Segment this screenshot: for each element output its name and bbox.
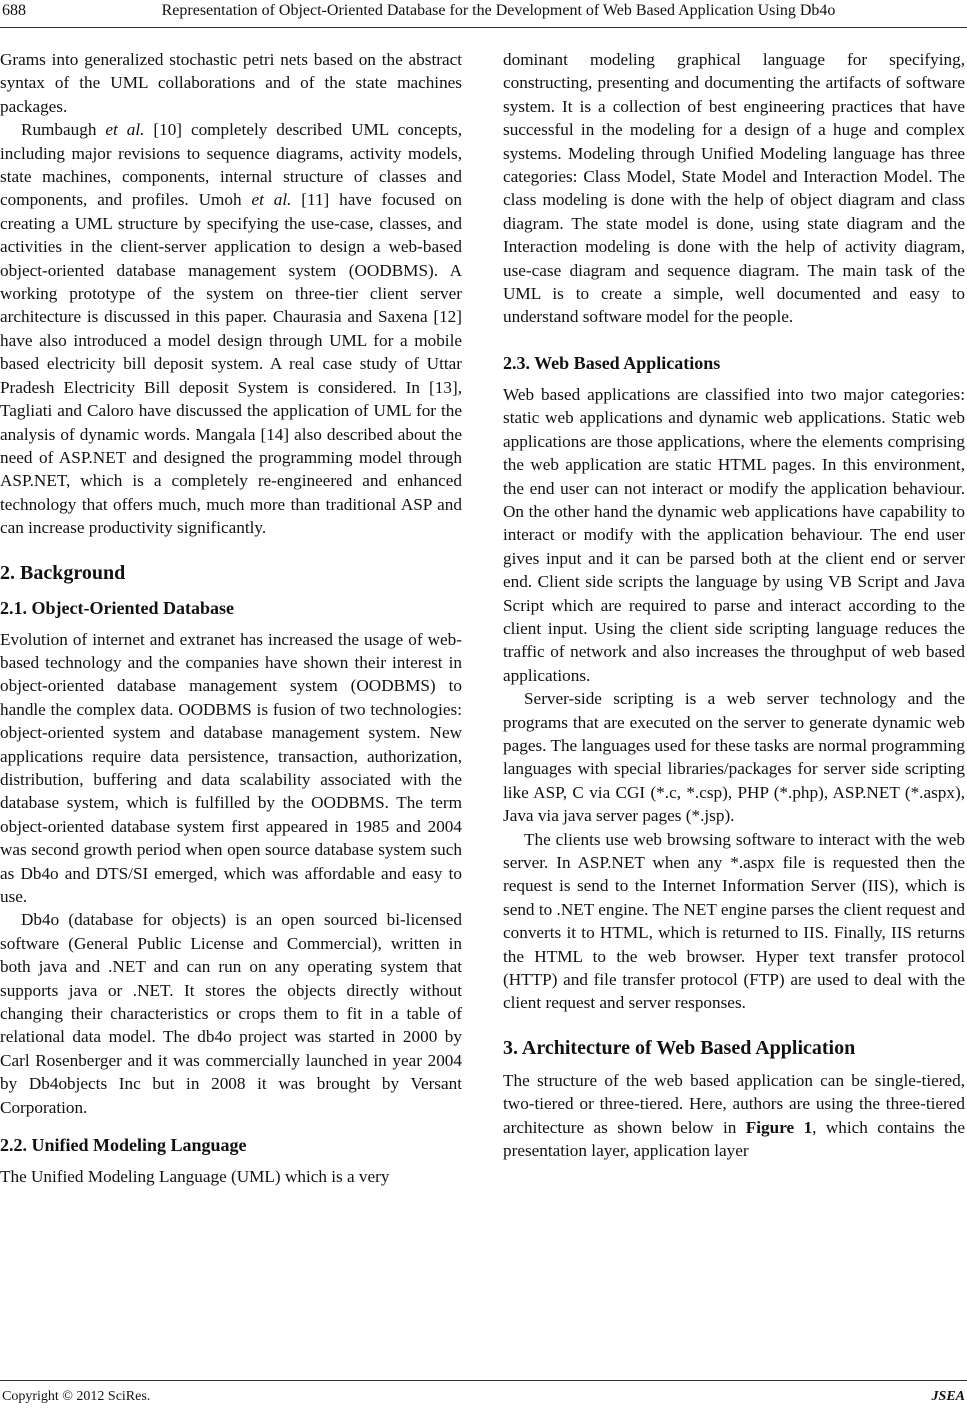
section-heading-background: 2. Background (0, 561, 126, 584)
paragraph: Grams into generalized stochastic petri nets based on the abstract syntax of the UML collaborations and of the state machines packages. (0, 50, 462, 116)
subsection-heading-uml: 2.2. Unified Modeling Language (0, 1135, 247, 1156)
running-title: Representation of Object-Oriented Database for the Development of Web Based Application Using Db4o (161, 2, 836, 19)
paragraph: Evolution of internet and extranet has increased the usage of web-based technology and the companies have shown their interest in object-oriented database management system (OODBMS) to handle the complex data. OODBMS is fusion of two technologies: object-oriented system and database management system. New applications require data persistence, transaction, authorization, distribution, buffering and data scalability associated with the database system, which is fulfilled by the OODBMS. The term object-oriented database system first appeared in 1985 and 2004 was second growth period when open source database system such as Db4o and DTS/SI emerged, which was affordable and easy to use. (0, 629, 462, 906)
footer-rule (0, 1380, 967, 1381)
page-header (0, 0, 967, 28)
paragraph: The clients use web browsing software to interact with the web server. In ASP.NET when any *.aspx file is requested then the request is send to the Internet Information Server (IIS), which is send to .NET engine. The NET engine parses the client request and converts it to HTML, which is returned to IIS. Finally, IIS returns the HTML to the web browser. Hyper text transfer protocol (HTTP) and file transfer protocol (FTP) are used to deal with the client request and server responses. (503, 829, 965, 1013)
journal-name: JSEA (931, 1389, 965, 1404)
paragraph: Db4o (database for objects) is an open sourced bi-licensed software (General Public License and Commercial), written in both java and .NET and can run on any operating system that supports java or .NET. It stores the objects directly without changing their characteristics or crops them to fit in a table of relational data model. The db4o project was started in 2000 by Carl Rosenberger and it was commercially launched in year 2004 by Db4objects Inc but in 2008 it was brought by Versant Corporation. (0, 910, 462, 1117)
paragraph: Web based applications are classified into two major categories: static web applications and dynamic web applications. Static web applications are those applications, where the elements comprising the web application are static HTML pages. In this environment, the end user can not interact or modify the application behaviour. On the other hand the dynamic web applications have capability to interact or modify with the application behaviour. The end user gives input and it can be parsed both at the client end or server end. Client side scripts the language by using VB Script and Java Script which are required to parse and interact according to the client input. Using the client side scripting language reduces the traffic of network and also increases the throughput of web based applications. (503, 384, 965, 685)
paragraph: The structure of the web based application can be single-tiered, two-tiered or three-tiered. Here, authors are using the three-tiered architecture as shown below in Figure 1, which contains the presentation layer, application layer (503, 1070, 966, 1161)
subsection-heading-web: 2.3. Web Based Applications (503, 352, 721, 373)
section-heading-architecture: 3. Architecture of Web Based Application (503, 1036, 856, 1059)
paragraph: The Unified Modeling Language (UML) which is a very (0, 1167, 390, 1187)
right-column (503, 48, 965, 1162)
page-number: 688 (2, 2, 26, 19)
paragraph: Rumbaugh et al. [10] completely described UML concepts, including major revisions to sequence diagrams, activity models, state machines, components, internal structure of classes and components, and profiles. Umoh et al. [11] have focused on creating a UML structure by specifying the use-case, classes, and activities in the client-server application to design a web-based object-oriented database management system (OODBMS). A working prototype of the system on three-tier client server architecture is discussed in this paper. Chaurasia and Saxena [12] have also introduced a model design through UML for a mobile based electricity bill deposit system. A real case study of Uttar Pradesh Electricity Bill deposit System is considered. In [13], Tagliati and Caloro have discussed the application of UML for the analysis of dynamic words. Mangala [14] also described about the need of ASP.NET and designed the programming model through ASP.NET, which is a completely re-engineered and enhanced technology that offers much, much more than traditional ASP and can increase productivity significantly. (0, 120, 462, 538)
paragraph: Server-side scripting is a web server technology and the programs that are executed on the server to generate dynamic web pages. The languages used for these tasks are normal programming languages with special libraries/packages for server side scripting like ASP, C via CGI (*.c, *.csp), PHP (*.php), ASP.NET (*.aspx), Java via java server pages (*.jsp). (503, 689, 965, 826)
left-column (0, 48, 462, 1188)
paragraph: dominant modeling graphical language for specifying, constructing, presenting and documenting the artifacts of software system. It is a collection of best engineering practices that have successful in the modeling for a design of a huge and complex systems. Modeling through Unified Modeling language has three categories: Class Model, State Model and Interaction Model. The class modeling is done with the help of object diagram and class diagram. The state model is done, using state diagram and the Interaction modeling is done with the help of activity diagram, use-case diagram and sequence diagram. The main task of the UML is to create a simple, well documented and easy to understand software model for the people. (503, 50, 965, 327)
header-rule (0, 27, 967, 28)
subsection-heading-oodb: 2.1. Object-Oriented Database (0, 597, 234, 618)
copyright: Copyright © 2012 SciRes. (2, 1389, 151, 1404)
